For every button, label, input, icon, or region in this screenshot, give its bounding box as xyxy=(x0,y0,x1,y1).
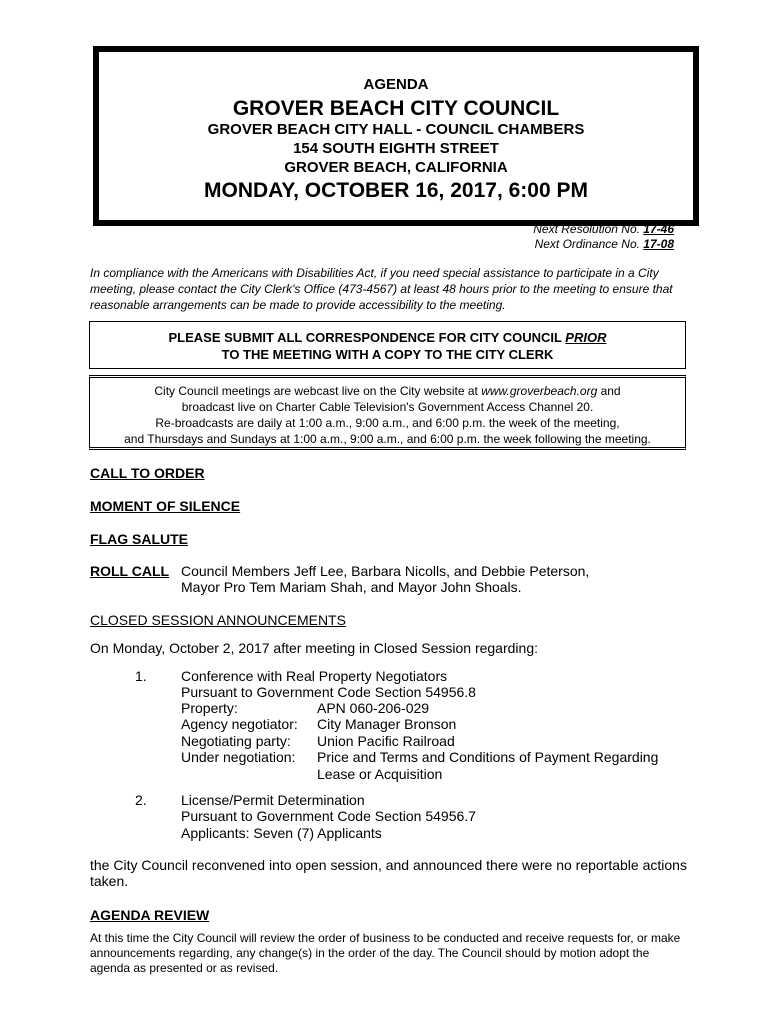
prior-emphasis: PRIOR xyxy=(565,330,607,345)
field-value: City Manager Bronson xyxy=(317,716,457,732)
correspondence-line2: TO THE MEETING WITH A COPY TO THE CITY CLERK xyxy=(221,347,554,362)
roll-call-members xyxy=(181,563,661,595)
item-number: 2. xyxy=(135,792,147,808)
webcast-notice xyxy=(89,375,686,450)
field-value: APN 060-206-029 xyxy=(317,700,430,716)
agenda-heading: AGENDA xyxy=(363,76,429,93)
item-code-section: Pursuant to Government Code Section 54956.7 xyxy=(181,808,476,824)
agenda-review-text: At this time the City Council will review the order of business to be conducted and receive requests for, or make announcements regarding, any change(s) in the order of the day. The Council should by motion adopt the agenda as presented or as revised. xyxy=(90,931,681,975)
next-numbers xyxy=(400,222,674,252)
closed-session-intro: On Monday, October 2, 2017 after meeting in Closed Session regarding: xyxy=(90,640,538,656)
roll-call-heading: ROLL CALL xyxy=(90,563,170,579)
roll-call-line2: Mayor Pro Tem Mariam Shah, and Mayor John Shoals. xyxy=(181,579,522,595)
flag-salute-heading: FLAG SALUTE xyxy=(90,531,188,547)
correspondence-line1-text: PLEASE SUBMIT ALL CORRESPONDENCE FOR CITY COUNCIL xyxy=(168,330,566,345)
field-label: Negotiating party: xyxy=(181,733,291,749)
next-ordinance-value: 17-08 xyxy=(643,237,674,251)
webcast-line3: Re-broadcasts are daily at 1:00 a.m., 9:00 a.m., and 6:00 p.m. the week of the meeting, xyxy=(155,416,620,430)
next-resolution xyxy=(400,222,674,237)
council-title: GROVER BEACH CITY COUNCIL xyxy=(232,97,560,120)
field-value: Lease or Acquisition xyxy=(317,766,443,782)
item-code-section: Pursuant to Government Code Section 54956.8 xyxy=(181,684,476,700)
field-label: Under negotiation: xyxy=(181,749,296,765)
webcast-line1 xyxy=(90,383,685,399)
field-value: Union Pacific Railroad xyxy=(317,733,455,749)
item-number: 1. xyxy=(135,668,147,684)
correspondence-notice xyxy=(89,321,686,369)
item-title: License/Permit Determination xyxy=(181,792,365,808)
next-ordinance xyxy=(400,237,674,252)
call-to-order-heading: CALL TO ORDER xyxy=(90,465,205,481)
ada-notice: In compliance with the Americans with Disabilities Act, if you need special assistance to participate in a City meeting, please contact the City Clerk's Office (473-4567) at least 48 hours prior to the meeting to ensure that reasonable arrangements can be made to provide accessibility to the meeting. xyxy=(90,266,673,312)
webcast-line4: and Thursdays and Sundays at 1:00 a.m., 9:00 a.m., and 6:00 p.m. the week following the meeting. xyxy=(124,432,651,446)
webcast-line2: broadcast live on Charter Cable Television's Government Access Channel 20. xyxy=(181,400,594,414)
meeting-address: 154 SOUTH EIGHTH STREET xyxy=(293,140,499,157)
meeting-location: GROVER BEACH CITY HALL - COUNCIL CHAMBERS xyxy=(207,121,585,138)
next-resolution-label: Next Resolution No. xyxy=(533,222,644,236)
field-label: Agency negotiator: xyxy=(181,716,298,732)
meeting-date: MONDAY, OCTOBER 16, 2017, 6:00 PM xyxy=(204,179,588,202)
next-ordinance-label: Next Ordinance No. xyxy=(534,237,644,251)
field-label: Property: xyxy=(181,700,238,716)
correspondence-line1 xyxy=(90,329,685,346)
next-resolution-value: 17-46 xyxy=(643,222,674,236)
city-website: www.groverbeach.org xyxy=(481,384,598,398)
webcast-line1-pre: City Council meetings are webcast live on the City website at xyxy=(154,384,482,398)
reconvened-statement: the City Council reconvened into open session, and announced there were no reportable actions taken. xyxy=(90,857,687,889)
roll-call-line1: Council Members Jeff Lee, Barbara Nicolls, and Debbie Peterson, xyxy=(181,563,590,579)
field-value: Price and Terms and Conditions of Payment Regarding xyxy=(317,749,659,765)
webcast-line1-post: and xyxy=(597,384,621,398)
item-applicants: Applicants: Seven (7) Applicants xyxy=(181,825,382,841)
header-box xyxy=(93,46,699,226)
agenda-review-heading: AGENDA REVIEW xyxy=(90,907,210,923)
meeting-city: GROVER BEACH, CALIFORNIA xyxy=(284,159,508,176)
moment-of-silence-heading: MOMENT OF SILENCE xyxy=(90,498,241,514)
closed-session-heading: CLOSED SESSION ANNOUNCEMENTS xyxy=(90,612,346,628)
item-title: Conference with Real Property Negotiators xyxy=(181,668,448,684)
